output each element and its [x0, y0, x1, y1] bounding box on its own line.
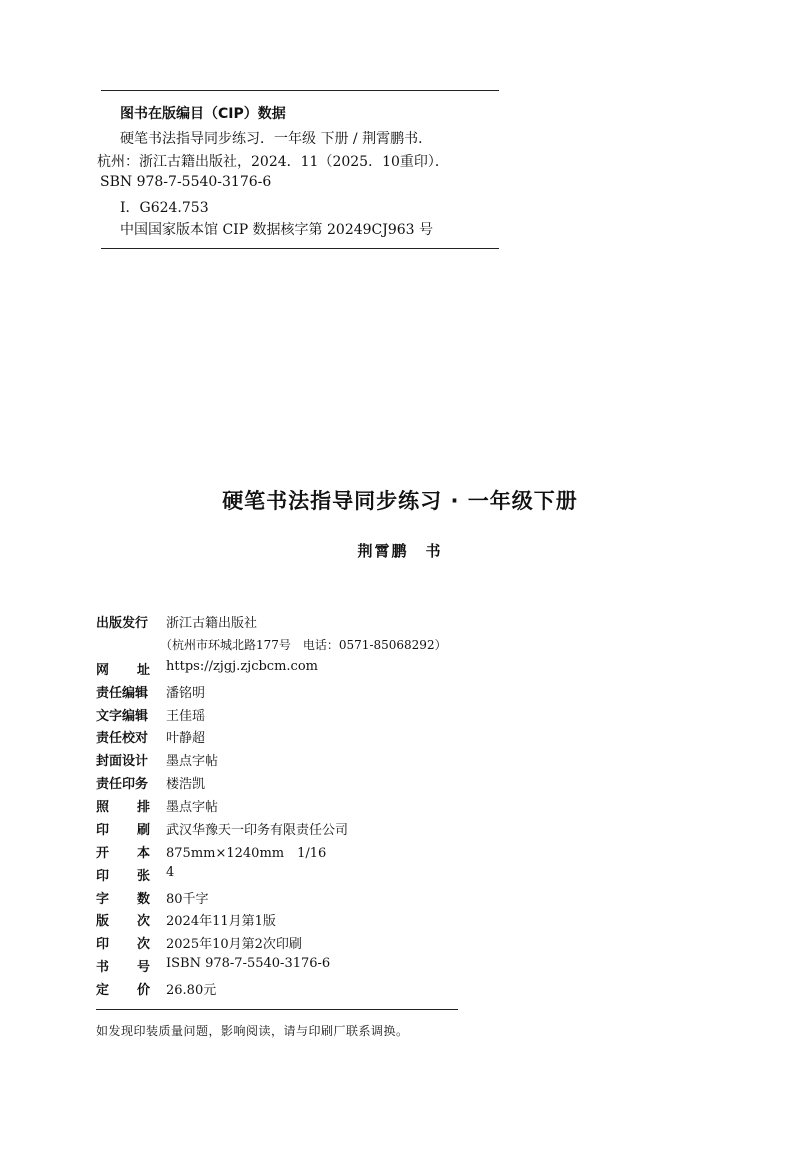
colophon-label: 印 次 — [96, 937, 150, 952]
cip-bottom-rule — [101, 248, 499, 249]
colophon-label: 网 址 — [96, 663, 150, 678]
quality-notice: 如发现印装质量问题，影响阅读，请与印刷厂联系调换。 — [96, 1024, 409, 1038]
colophon-value: 楼浩凯 — [166, 777, 206, 792]
colophon-label: 开 本 — [96, 846, 150, 861]
cip-line-title: 硬笔书法指导同步练习．一年级 下册 / 荆霄鹏书． — [120, 131, 433, 147]
colophon-value: 墨点字帖 — [166, 754, 219, 769]
colophon-value: 4 — [166, 865, 175, 880]
colophon-value: 80千字 — [166, 892, 209, 907]
colophon-label: 出版发行 — [96, 616, 149, 631]
colophon-label: 定 价 — [96, 983, 150, 998]
colophon-value: 叶静超 — [166, 731, 206, 746]
colophon-label: 封面设计 — [96, 754, 149, 769]
colophon-value: 浙江古籍出版社 — [166, 616, 258, 631]
colophon-value: 王佳瑶 — [166, 709, 206, 724]
colophon-label: 责任校对 — [96, 731, 149, 746]
publisher-address: （杭州市环城北路177号 电话：0571-85068292） — [160, 638, 447, 652]
cip-top-rule — [101, 90, 499, 91]
colophon-label: 字 数 — [96, 892, 150, 907]
colophon-label: 责任印务 — [96, 777, 149, 792]
colophon-value: https://zjgj.zjcbcm.com — [166, 659, 318, 674]
colophon-value: 墨点字帖 — [166, 800, 219, 815]
colophon-value: 潘铭明 — [166, 686, 206, 701]
colophon-label: 版 次 — [96, 914, 150, 929]
book-author: 荆霄鹏 书 — [357, 542, 443, 560]
colophon-value: 2024年11月第1版 — [166, 914, 276, 929]
cip-heading: 图书在版编目（CIP）数据 — [120, 106, 286, 122]
colophon-value: 875mm×1240mm 1/16 — [166, 846, 327, 861]
colophon-label: 文字编辑 — [96, 709, 149, 724]
colophon-label: 印 刷 — [96, 823, 150, 838]
cip-line-publisher: 杭州：浙江古籍出版社，2024．11（2025．10重印）． — [97, 154, 449, 170]
cip-line-record-number: 中国国家版本馆 CIP 数据核字第 20249CJ963 号 — [120, 222, 434, 238]
colophon-label: 书 号 — [96, 960, 150, 975]
colophon-label: 责任编辑 — [96, 686, 149, 701]
colophon-label: 照 排 — [96, 800, 150, 815]
cip-line-isbn: SBN 978-7-5540-3176-6 — [100, 174, 272, 190]
colophon-value: 26.80元 — [166, 983, 217, 998]
cip-line-classification: Ⅰ．G624.753 — [120, 200, 209, 216]
colophon-value: ISBN 978-7-5540-3176-6 — [166, 956, 331, 971]
colophon-value: 武汉华豫天一印务有限责任公司 — [166, 823, 349, 838]
colophon-value: 2025年10月第2次印刷 — [166, 937, 302, 952]
colophon-bottom-rule — [96, 1009, 458, 1010]
colophon-label: 印 张 — [96, 869, 150, 884]
book-title: 硬笔书法指导同步练习 · 一年级下册 — [222, 489, 578, 513]
